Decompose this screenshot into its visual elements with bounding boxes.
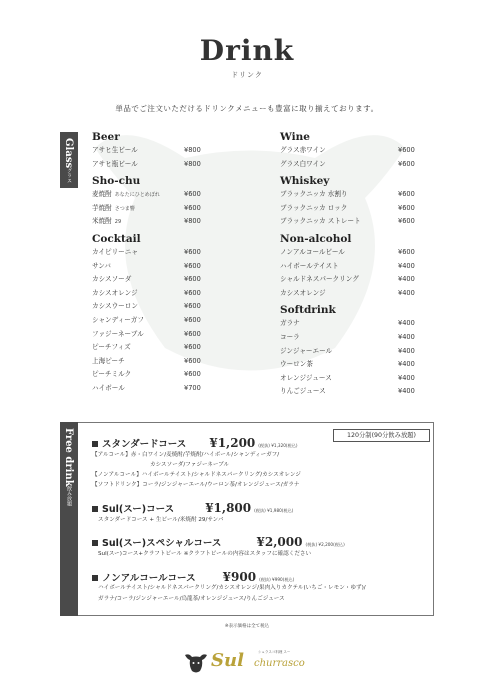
menu-item [280, 331, 420, 345]
menu-item-price: ¥600 [184, 343, 201, 352]
menu-item-price: ¥600 [398, 146, 415, 154]
menu-item-name: ブラックニッカ ストレート [280, 217, 361, 226]
glass-left-column [92, 128, 222, 396]
menu-item [280, 188, 420, 202]
course-nonalcohol: ノンアルコールコース ¥900 (税抜) ¥990(税込) [92, 566, 294, 585]
menu-item-name: カシスオレンジ [280, 288, 326, 297]
page-title: Drink [199, 34, 295, 67]
menu-item-price: ¥800 [184, 146, 201, 154]
menu-item [92, 314, 222, 328]
menu-item-name: アサヒ瓶ビール [92, 159, 138, 168]
menu-item-name: ジンジャーエール [280, 346, 333, 355]
menu-item [92, 300, 222, 314]
menu-item [280, 345, 420, 359]
time-limit-badge: 120分制(90分飲み放題) [333, 429, 430, 442]
menu-item [280, 246, 420, 260]
menu-item-price: ¥600 [398, 190, 415, 199]
menu-item [92, 328, 222, 342]
menu-item-note: 29 [114, 219, 122, 226]
menu-item-name: りんごジュース [280, 387, 326, 396]
menu-item-name: サンバ [92, 261, 111, 270]
menu-item-price: ¥600 [184, 261, 201, 270]
menu-item-name: ウーロン茶 [280, 360, 313, 369]
glass-side-label: Glass グラス [60, 132, 78, 188]
logo-sub: churrasco [254, 658, 305, 669]
logo-brand: Sul [211, 650, 244, 671]
menu-item [92, 341, 222, 355]
menu-item [280, 158, 420, 172]
menu-item-name: 芋焼酎 [92, 203, 112, 212]
menu-item-price: ¥400 [398, 288, 415, 297]
menu-item-price: ¥600 [184, 288, 201, 297]
menu-item-note: さつま響 [114, 205, 135, 212]
menu-item [280, 273, 420, 287]
menu-item [92, 382, 222, 396]
menu-item [92, 273, 222, 287]
menu-item-price: ¥600 [398, 203, 415, 212]
menu-item-name: グラス白ワイン [280, 159, 326, 168]
logo-tagline: シュラスコ料理 スー [258, 650, 291, 654]
menu-item-price: ¥400 [398, 332, 415, 341]
menu-item-price: ¥800 [184, 217, 201, 226]
tax-footnote: ※表示価格は全て税込 [224, 624, 270, 629]
menu-item-price: ¥600 [184, 302, 201, 311]
menu-item-name: ブラックニッカ ロック [280, 203, 348, 212]
menu-item [92, 188, 222, 202]
course-sul-desc: スタンダードコース + 生ビール/米焼酎 29/サンバ [98, 517, 224, 523]
menu-item [280, 260, 420, 274]
course-standard: スタンダードコース ¥1,200 (税抜) ¥1,320(税込) [92, 432, 298, 451]
menu-item [92, 158, 222, 172]
menu-item-price: ¥400 [398, 261, 415, 270]
menu-item [92, 144, 222, 158]
menu-item [280, 215, 420, 229]
menu-item-price: ¥600 [184, 356, 201, 365]
menu-item [280, 358, 420, 372]
menu-item-name: グラス赤ワイン [280, 146, 326, 154]
menu-item [92, 287, 222, 301]
category-heading: Softdrink [280, 304, 336, 317]
menu-item-name: カシスオレンジ [92, 288, 138, 297]
menu-item-name: ノンアルコールビール [280, 247, 345, 256]
menu-item-name: ブラックニッカ 水割り [280, 190, 348, 199]
menu-item [280, 287, 420, 301]
course-sul: Sul(スー)コース ¥1,800 (税抜) ¥1,980(税込) [92, 497, 293, 516]
menu-item-name: カシスソーダ [92, 275, 132, 284]
menu-item [92, 260, 222, 274]
menu-item-price: ¥600 [184, 315, 201, 324]
menu-item [280, 202, 420, 216]
menu-item-name: 上海ピーチ [92, 356, 125, 365]
menu-item-name: 米焼酎 [92, 217, 112, 226]
menu-item [280, 317, 420, 331]
menu-item-name: カシスウーロン [92, 302, 138, 311]
category-heading: Wine [280, 131, 310, 143]
menu-item-note: あなたにひとめぼれ [114, 192, 160, 199]
glass-right-column [280, 128, 420, 399]
menu-item-name: アサヒ生ビール [92, 146, 138, 154]
menu-item [280, 144, 420, 158]
menu-item-name: オレンジジュース [280, 373, 332, 382]
menu-item [92, 355, 222, 369]
menu-item-name: ファジーネーブル [92, 329, 144, 338]
menu-item-name: ピーチフィズ [92, 343, 131, 352]
menu-item-price: ¥600 [184, 247, 201, 256]
menu-item-price: ¥600 [184, 203, 201, 212]
menu-item-price: ¥600 [184, 329, 201, 338]
menu-item-name: コーラ [280, 332, 300, 341]
menu-item-price: ¥600 [184, 190, 201, 199]
course-special: Sul(スー)スペシャルコース ¥2,000 (税抜) ¥2,200(税込) [92, 531, 345, 550]
page-subtitle: ドリンク [231, 71, 263, 79]
course-nonalcohol-desc: ハイボールテイスト/シャルドネスパークリング/カシスオレンジ/果肉入りカクテル(いちご・レモン・ゆず)/ ガラナ/コーラ/ジンジャーエール/烏龍茶/オレンジジュース/りんごジュース [98, 585, 366, 602]
menu-item-price: ¥400 [398, 319, 415, 328]
menu-item-name: ガラナ [280, 319, 300, 328]
free-drink-side-label: Free drink 飲み放題 [60, 422, 78, 616]
menu-item-price: ¥600 [184, 275, 201, 284]
menu-item-price: ¥600 [184, 370, 201, 379]
menu-item-price: ¥400 [398, 373, 415, 382]
course-special-desc: Sul(スー)コース+クラフトビール ※クラフトビールの内容はスタッフに確認ください [98, 551, 312, 557]
menu-item [92, 202, 222, 216]
category-heading: Cocktail [92, 232, 141, 245]
brand-logo [184, 650, 324, 676]
menu-item-name: 麦焼酎 [92, 190, 112, 199]
menu-item-name: ハイボールテイスト [280, 261, 339, 270]
menu-item-name: シャンディーガフ [92, 315, 144, 324]
category-heading: Sho-chu [92, 175, 141, 188]
menu-item [92, 215, 222, 229]
menu-item [92, 246, 222, 260]
menu-item-price: ¥600 [398, 159, 415, 168]
menu-item [280, 372, 420, 386]
menu-item-price: ¥600 [398, 247, 415, 256]
menu-item-price: ¥400 [398, 360, 415, 369]
menu-item-name: ピーチミルク [92, 370, 132, 379]
menu-item-price: ¥800 [184, 159, 201, 168]
menu-item-price: ¥400 [398, 275, 415, 284]
menu-item [280, 385, 420, 399]
menu-item-name: カイピリーニャ [92, 247, 138, 256]
intro-text: 単品でご注文いただけるドリンクメニューも豊富に取り揃えております。 [115, 104, 379, 113]
menu-item-name: シャルドネスパークリング [280, 275, 359, 284]
menu-item-price: ¥600 [398, 217, 415, 226]
bull-head-icon [184, 652, 208, 674]
menu-item-price: ¥700 [184, 383, 201, 392]
category-heading: Non-alcohol [280, 232, 352, 245]
course-standard-desc: 【アルコール】赤・白ワイン/麦焼酎/芋焼酎/ハイボール/シャンディーガフ/ カシスソーダ/ファジーネーブル 【ノンアルコール】ハイボールテイスト/シャルドネスパークリング/カシスオレンジ 【ソフトドリンク】コーラ/ジンジャーエール/ウーロン茶/オレンジジュース/ガラナ [92, 452, 301, 488]
menu-item-price: ¥400 [398, 387, 415, 396]
menu-item-name: ハイボール [92, 383, 125, 392]
category-heading: Beer [92, 131, 120, 143]
menu-item [92, 368, 222, 382]
menu-item-price: ¥400 [398, 346, 415, 355]
category-heading: Whiskey [280, 175, 330, 188]
